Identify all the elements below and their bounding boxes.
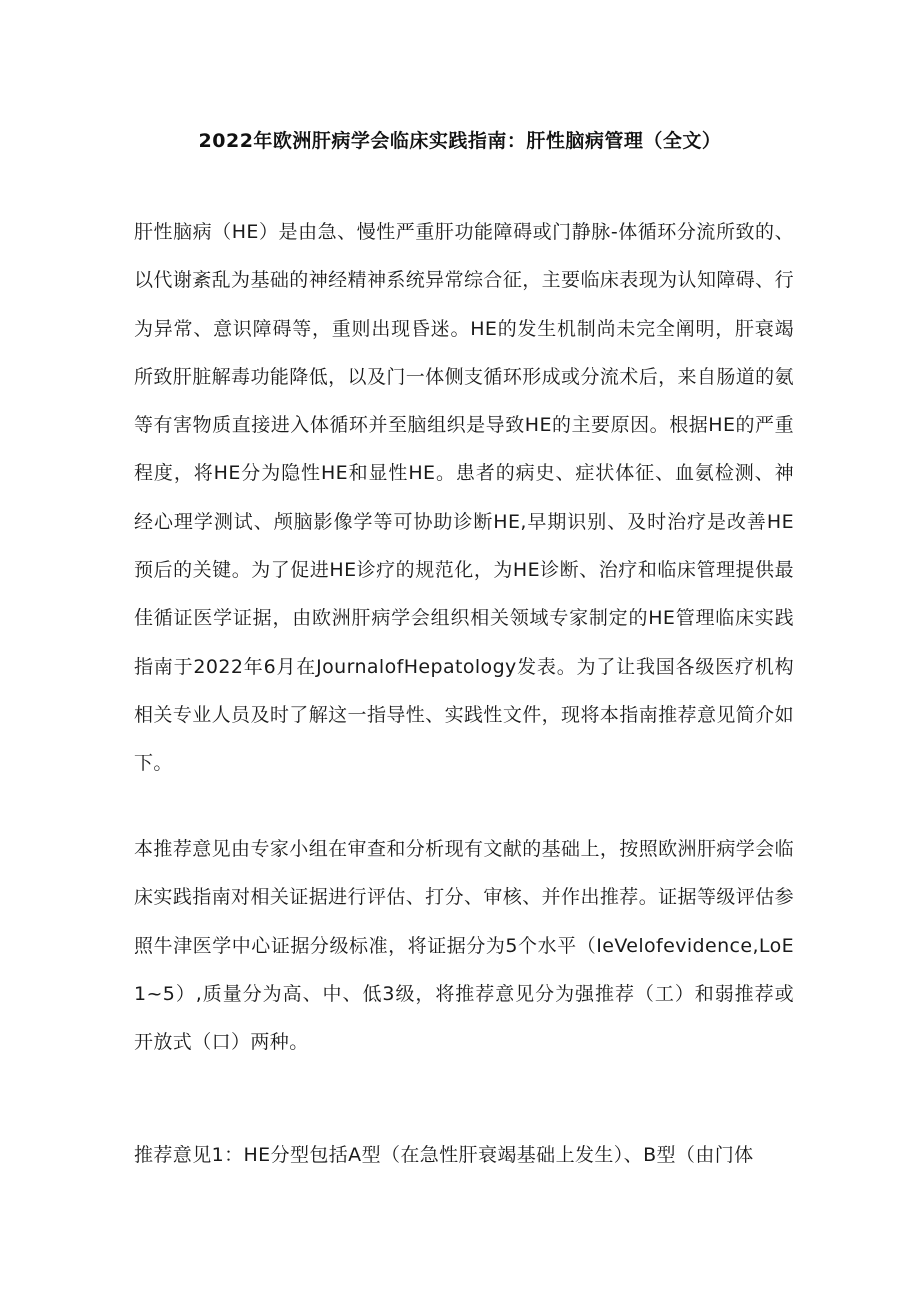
recommendation-1-paragraph: 推荐意见1：HE分型包括A型（在急性肝衰竭基础上发生）、B型（由门体 (134, 1144, 754, 1166)
intro-paragraph: 肝性脑病（HE）是由急、慢性严重肝功能障碍或门静脉-体循环分流所致的、以代谢紊乱为基础的神经精神系统异常综合征，主要临床表现为认知障碍、行为异常、意识障碍等，重则出现昏迷。HE的发生机制尚未完全阐明，肝衰竭所致肝脏解毒功能降低，以及门一体侧支循环形成或分流术后，来自肠道的氨等有害物质直接进入体循环并至脑组织是导致HE的主要原因。根据HE的严重程度，将HE分为隐性HE和显性HE。患者的病史、症状体征、血氨检测、神经心理学测试、颅脑影像学等可协助诊断HE,早期识别、及时治疗是改善HE预后的关键。为了促进HE诊疗的规范化，为HE诊断、治疗和临床管理提供最佳循证医学证据，由欧洲肝病学会组织相关领域专家制定的HE管理临床实践指南于2022年6月在JournalofHepatology发表。为了让我国各级医疗机构相关专业人员及时了解这一指导性、实践性文件，现将本指南推荐意见简介如下。 (134, 221, 794, 775)
document-title: 2022年欧洲肝病学会临床实践指南：肝性脑病管理（全文） (198, 130, 722, 152)
methods-paragraph: 本推荐意见由专家小组在审查和分析现有文献的基础上，按照欧洲肝病学会临床实践指南对相关证据进行评估、打分、审核、并作出推荐。证据等级评估参照牛津医学中心证据分级标准，将证据分为5个水平（IeVelofevidence,LoE1~5）,质量分为高、中、低3级，将推荐意见分为强推荐（工）和弱推荐或开放式（口）两种。 (134, 838, 794, 1054)
